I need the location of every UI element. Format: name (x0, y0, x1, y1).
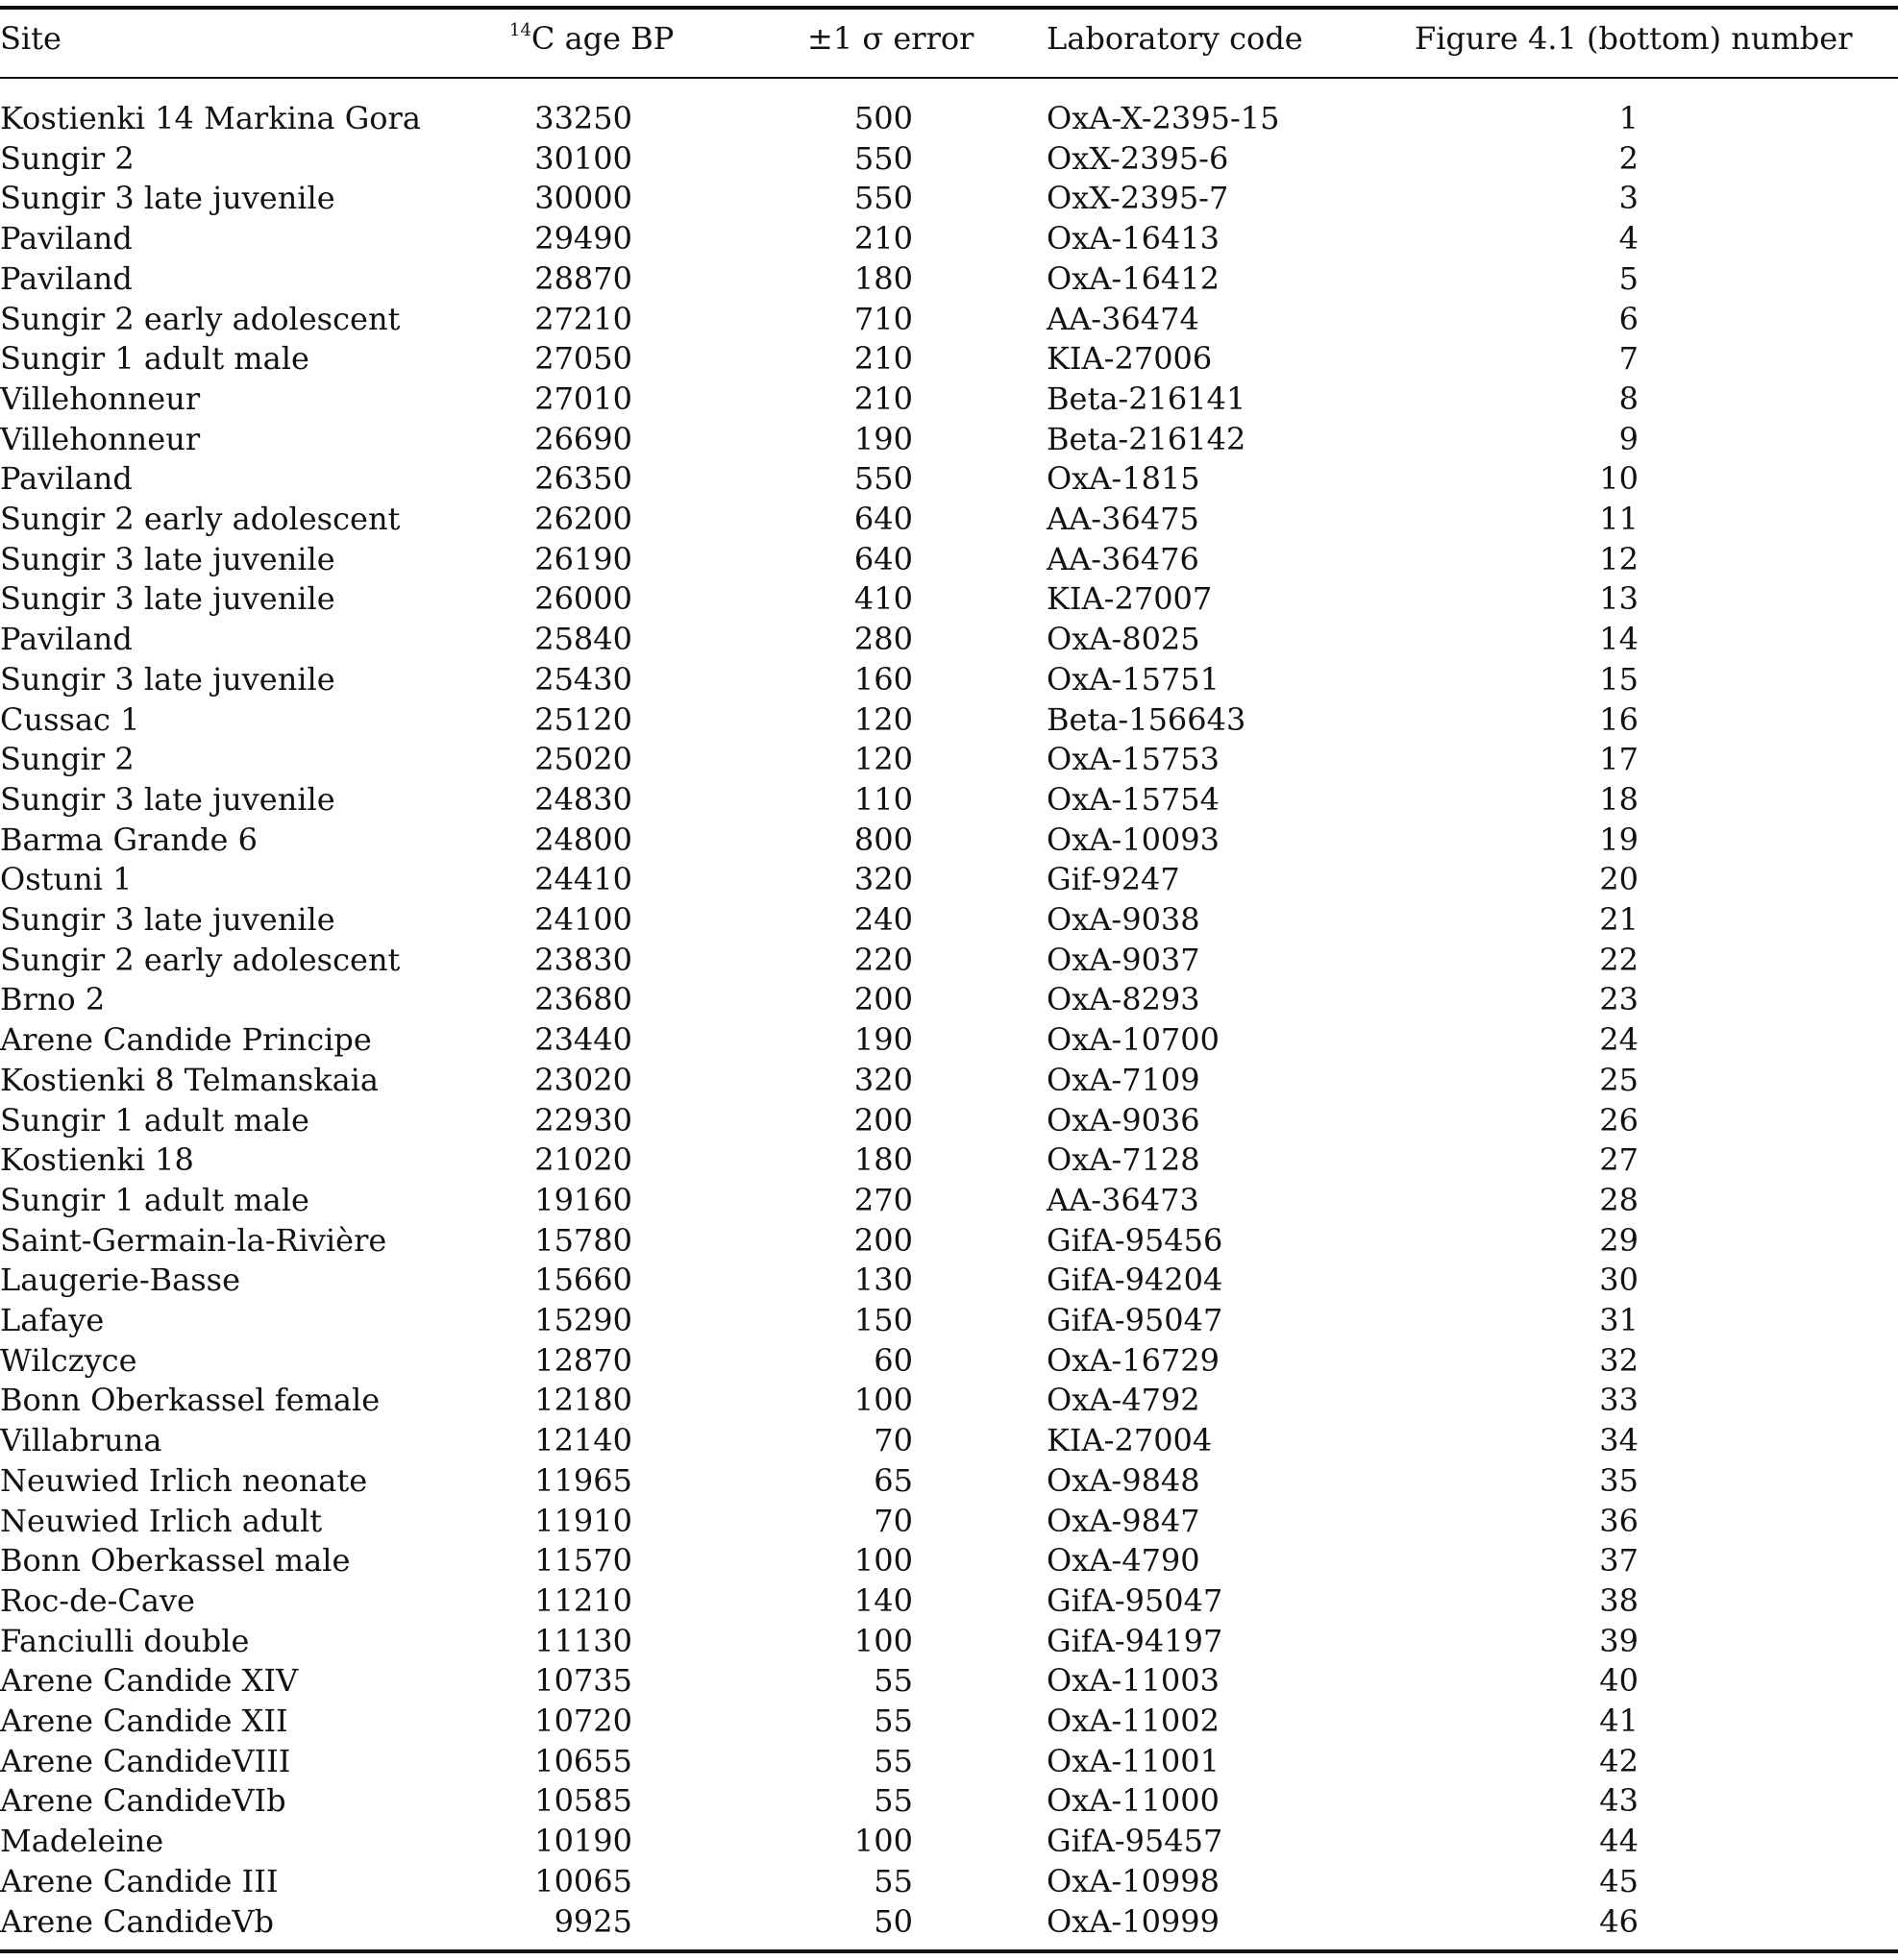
row-site: Paviland (0, 621, 133, 658)
row-lab-code: OxA-11002 (1047, 1703, 1220, 1739)
row-lab-code: OxA-4792 (1047, 1382, 1200, 1419)
row-figure-number: 16 (1599, 700, 1639, 738)
row-error: 60 (874, 1341, 913, 1379)
row-age: 27210 (534, 300, 632, 337)
row-error: 140 (853, 1581, 913, 1619)
row-figure-number: 33 (1599, 1382, 1639, 1419)
row-error: 200 (853, 1221, 913, 1259)
row-figure-number: 23 (1599, 981, 1639, 1018)
row-lab-code: OxA-16729 (1047, 1341, 1220, 1379)
table-row (0, 419, 1898, 459)
row-age: 10190 (534, 1823, 632, 1860)
row-error: 550 (853, 460, 913, 498)
row-figure-number: 7 (1618, 340, 1639, 378)
row-age: 26000 (534, 580, 632, 618)
row-site: Sungir 3 late juvenile (0, 780, 335, 818)
row-error: 410 (853, 580, 913, 618)
row-age: 22930 (534, 1101, 632, 1139)
row-figure-number: 1 (1618, 100, 1639, 136)
table-bottom-rule (0, 1949, 1898, 1953)
row-age: 23830 (534, 941, 632, 978)
table-row (0, 1060, 1898, 1100)
row-figure-number: 38 (1599, 1581, 1639, 1619)
row-error: 320 (853, 1061, 913, 1098)
row-site: Neuwied Irlich adult (0, 1502, 323, 1539)
table-row (0, 820, 1898, 860)
row-site: Ostuni 1 (0, 861, 133, 898)
table-row (0, 338, 1898, 379)
row-site: Sungir 3 late juvenile (0, 180, 335, 217)
header-figure-number: Figure 4.1 (bottom) number (1415, 20, 1853, 57)
row-error: 160 (853, 660, 913, 698)
row-figure-number: 36 (1599, 1502, 1639, 1539)
row-error: 640 (853, 501, 913, 537)
row-error: 110 (853, 780, 913, 818)
row-age: 24410 (534, 861, 632, 898)
row-lab-code: OxA-7109 (1047, 1061, 1200, 1098)
row-error: 55 (874, 1782, 913, 1820)
header-age-superscript: 14 (509, 20, 531, 40)
row-site: Sungir 2 (0, 139, 135, 177)
row-age: 11210 (534, 1581, 632, 1619)
row-error: 220 (853, 941, 913, 978)
row-age: 25840 (534, 621, 632, 658)
row-age: 11130 (534, 1622, 632, 1659)
row-error: 100 (853, 1823, 913, 1860)
table-row (0, 1901, 1898, 1942)
row-lab-code: Beta-216142 (1047, 420, 1246, 457)
row-site: Cussac 1 (0, 700, 140, 738)
row-error: 100 (853, 1382, 913, 1419)
row-lab-code: OxA-10093 (1047, 821, 1220, 858)
row-lab-code: OxA-10999 (1047, 1902, 1220, 1940)
row-site: Villehonneur (0, 420, 201, 457)
row-lab-code: KIA-27007 (1047, 580, 1213, 618)
row-lab-code: OxA-9038 (1047, 901, 1200, 938)
row-error: 280 (853, 621, 913, 658)
row-site: Bonn Oberkassel female (0, 1382, 381, 1419)
row-lab-code: GifA-94204 (1047, 1262, 1223, 1299)
row-age: 26690 (534, 420, 632, 457)
row-lab-code: Beta-156643 (1047, 700, 1246, 738)
row-error: 120 (853, 741, 913, 778)
row-lab-code: Gif-9247 (1047, 861, 1180, 898)
row-lab-code: OxA-X-2395-15 (1047, 100, 1280, 136)
table-row (0, 1540, 1898, 1580)
row-site: Bonn Oberkassel male (0, 1542, 351, 1580)
row-error: 500 (853, 100, 913, 136)
row-lab-code: OxA-8025 (1047, 621, 1200, 658)
table-row (0, 979, 1898, 1019)
row-figure-number: 41 (1599, 1703, 1639, 1739)
table-row (0, 1300, 1898, 1340)
row-lab-code: OxA-16412 (1047, 259, 1220, 297)
row-site: Paviland (0, 220, 133, 257)
row-figure-number: 26 (1599, 1101, 1639, 1139)
table-row (0, 138, 1898, 179)
row-figure-number: 44 (1599, 1823, 1639, 1860)
row-site: Madeleine (0, 1823, 164, 1860)
table-row (0, 299, 1898, 339)
row-lab-code: OxA-15751 (1047, 660, 1220, 698)
row-lab-code: OxA-7128 (1047, 1141, 1200, 1179)
row-error: 100 (853, 1542, 913, 1580)
row-age: 26190 (534, 540, 632, 577)
row-site: Villehonneur (0, 380, 201, 417)
row-age: 10720 (534, 1703, 632, 1739)
row-figure-number: 19 (1599, 821, 1639, 858)
row-error: 240 (853, 901, 913, 938)
table-row (0, 779, 1898, 820)
row-lab-code: OxA-4790 (1047, 1542, 1200, 1580)
row-figure-number: 40 (1599, 1662, 1639, 1700)
table-row (0, 499, 1898, 539)
row-age: 25430 (534, 660, 632, 698)
row-age: 10585 (534, 1782, 632, 1820)
row-lab-code: OxA-11003 (1047, 1662, 1220, 1700)
row-figure-number: 29 (1599, 1221, 1639, 1259)
table-row (0, 1139, 1898, 1180)
row-lab-code: OxA-9847 (1047, 1502, 1200, 1539)
row-site: Neuwied Irlich neonate (0, 1461, 368, 1499)
header-lab-code: Laboratory code (1047, 20, 1303, 57)
row-site: Sungir 3 late juvenile (0, 580, 335, 618)
row-site: Sungir 3 late juvenile (0, 660, 335, 698)
row-lab-code: OxA-11001 (1047, 1742, 1220, 1779)
table-row (0, 1741, 1898, 1781)
row-age: 23440 (534, 1021, 632, 1059)
row-figure-number: 9 (1618, 420, 1639, 457)
row-age: 15290 (534, 1302, 632, 1338)
row-site: Barma Grande 6 (0, 821, 258, 858)
row-figure-number: 42 (1599, 1742, 1639, 1779)
row-age: 24830 (534, 780, 632, 818)
row-lab-code: OxA-10998 (1047, 1862, 1220, 1899)
table-row (0, 258, 1898, 299)
row-site: Arene Candide XII (0, 1703, 288, 1739)
row-figure-number: 13 (1599, 580, 1639, 618)
row-figure-number: 22 (1599, 941, 1639, 978)
row-error: 200 (853, 1101, 913, 1139)
row-lab-code: OxA-9037 (1047, 941, 1200, 978)
table-row (0, 1660, 1898, 1701)
table-row (0, 940, 1898, 980)
row-age: 27010 (534, 380, 632, 417)
row-age: 15780 (534, 1221, 632, 1259)
row-figure-number: 11 (1599, 501, 1639, 537)
row-age: 30100 (534, 139, 632, 177)
table-row (0, 1260, 1898, 1300)
row-age: 21020 (534, 1141, 632, 1179)
table-row (0, 699, 1898, 740)
row-site: Sungir 2 early adolescent (0, 501, 401, 537)
row-lab-code: OxA-15754 (1047, 780, 1220, 818)
row-figure-number: 20 (1599, 861, 1639, 898)
row-error: 800 (853, 821, 913, 858)
row-figure-number: 35 (1599, 1461, 1639, 1499)
row-age: 33250 (534, 100, 632, 136)
row-error: 640 (853, 540, 913, 577)
row-lab-code: GifA-95457 (1047, 1823, 1223, 1860)
row-age: 23020 (534, 1061, 632, 1098)
table-row (0, 458, 1898, 499)
row-age: 23680 (534, 981, 632, 1018)
row-error: 190 (853, 420, 913, 457)
row-error: 65 (874, 1461, 913, 1499)
row-lab-code: OxA-10700 (1047, 1021, 1220, 1059)
row-error: 150 (853, 1302, 913, 1338)
row-age: 19160 (534, 1181, 632, 1218)
row-lab-code: OxA-9848 (1047, 1461, 1200, 1499)
row-lab-code: OxX-2395-6 (1047, 139, 1229, 177)
table-row (0, 1580, 1898, 1621)
row-site: Laugerie-Basse (0, 1262, 241, 1299)
row-age: 10065 (534, 1862, 632, 1899)
row-site: Sungir 3 late juvenile (0, 540, 335, 577)
row-figure-number: 39 (1599, 1622, 1639, 1659)
row-figure-number: 3 (1618, 180, 1639, 217)
row-figure-number: 45 (1599, 1862, 1639, 1899)
row-site: Sungir 1 adult male (0, 1101, 309, 1139)
row-figure-number: 21 (1599, 901, 1639, 938)
row-figure-number: 43 (1599, 1782, 1639, 1820)
table-row (0, 1621, 1898, 1661)
row-age: 12870 (534, 1341, 632, 1379)
table-row (0, 659, 1898, 699)
row-site: Paviland (0, 259, 133, 297)
row-site: Wilczyce (0, 1341, 137, 1379)
row-site: Brno 2 (0, 981, 106, 1018)
row-site: Kostienki 18 (0, 1141, 194, 1179)
row-error: 210 (853, 340, 913, 378)
row-site: Roc-de-Cave (0, 1581, 195, 1619)
table-row (0, 1380, 1898, 1420)
row-figure-number: 32 (1599, 1341, 1639, 1379)
row-site: Kostienki 14 Markina Gora (0, 100, 421, 136)
row-error: 120 (853, 700, 913, 738)
row-age: 10655 (534, 1742, 632, 1779)
row-age: 25020 (534, 741, 632, 778)
row-lab-code: OxA-1815 (1047, 460, 1200, 498)
table-row (0, 1220, 1898, 1261)
row-error: 550 (853, 139, 913, 177)
row-figure-number: 46 (1599, 1902, 1639, 1940)
row-figure-number: 8 (1618, 380, 1639, 417)
row-figure-number: 27 (1599, 1141, 1639, 1179)
row-site: Sungir 2 (0, 741, 135, 778)
row-error: 50 (874, 1902, 913, 1940)
row-figure-number: 25 (1599, 1061, 1639, 1098)
row-figure-number: 10 (1599, 460, 1639, 498)
row-site: Arene CandideVb (0, 1902, 274, 1940)
row-error: 200 (853, 981, 913, 1018)
row-age: 26200 (534, 501, 632, 537)
table-row (0, 1340, 1898, 1381)
row-figure-number: 4 (1618, 220, 1639, 257)
row-age: 15660 (534, 1262, 632, 1299)
table-row (0, 539, 1898, 579)
row-age: 29490 (534, 220, 632, 257)
row-lab-code: OxA-8293 (1047, 981, 1200, 1018)
row-error: 130 (853, 1262, 913, 1299)
row-lab-code: GifA-95047 (1047, 1581, 1223, 1619)
row-figure-number: 2 (1618, 139, 1639, 177)
row-site: Saint-Germain-la-Rivière (0, 1221, 387, 1259)
row-age: 11965 (534, 1461, 632, 1499)
row-age: 12140 (534, 1422, 632, 1459)
table-row (0, 1460, 1898, 1501)
row-lab-code: Beta-216141 (1047, 380, 1246, 417)
row-site: Sungir 3 late juvenile (0, 901, 335, 938)
row-figure-number: 34 (1599, 1422, 1639, 1459)
row-error: 55 (874, 1703, 913, 1739)
row-site: Fanciulli double (0, 1622, 250, 1659)
row-age: 11570 (534, 1542, 632, 1580)
table-row (0, 1861, 1898, 1901)
row-error: 70 (874, 1422, 913, 1459)
table-row (0, 619, 1898, 659)
row-figure-number: 12 (1599, 540, 1639, 577)
row-error: 55 (874, 1862, 913, 1899)
table-row (0, 1420, 1898, 1460)
row-error: 180 (853, 1141, 913, 1179)
table-row (0, 178, 1898, 218)
table-row (0, 739, 1898, 779)
row-site: Arene Candide XIV (0, 1662, 299, 1700)
table-row (0, 899, 1898, 940)
row-site: Lafaye (0, 1302, 105, 1338)
row-lab-code: KIA-27004 (1047, 1422, 1213, 1459)
row-lab-code: OxA-16413 (1047, 220, 1220, 257)
row-lab-code: OxA-11000 (1047, 1782, 1220, 1820)
row-site: Sungir 2 early adolescent (0, 941, 401, 978)
row-figure-number: 5 (1618, 259, 1639, 297)
row-age: 12180 (534, 1382, 632, 1419)
row-figure-number: 24 (1599, 1021, 1639, 1059)
row-site: Villabruna (0, 1422, 162, 1459)
row-error: 550 (853, 180, 913, 217)
row-lab-code: OxX-2395-7 (1047, 180, 1229, 217)
row-figure-number: 15 (1599, 660, 1639, 698)
row-site: Arene Candide Principe (0, 1021, 372, 1059)
row-age: 26350 (534, 460, 632, 498)
row-site: Arene Candide III (0, 1862, 279, 1899)
row-age: 30000 (534, 180, 632, 217)
row-error: 55 (874, 1742, 913, 1779)
row-site: Kostienki 8 Telmanskaia (0, 1061, 379, 1098)
row-lab-code: GifA-95047 (1047, 1302, 1223, 1338)
row-error: 270 (853, 1181, 913, 1218)
row-figure-number: 18 (1599, 780, 1639, 818)
row-error: 210 (853, 380, 913, 417)
row-age: 24800 (534, 821, 632, 858)
row-error: 190 (853, 1021, 913, 1059)
row-lab-code: GifA-95456 (1047, 1221, 1223, 1259)
row-figure-number: 37 (1599, 1542, 1639, 1580)
table-row (0, 578, 1898, 619)
row-figure-number: 30 (1599, 1262, 1639, 1299)
row-figure-number: 31 (1599, 1302, 1639, 1338)
row-age: 28870 (534, 259, 632, 297)
table-row (0, 859, 1898, 899)
table-row (0, 1501, 1898, 1541)
table-row (0, 1180, 1898, 1220)
row-lab-code: AA-36475 (1047, 501, 1199, 537)
row-site: Arene CandideVIII (0, 1742, 291, 1779)
row-lab-code: AA-36476 (1047, 540, 1199, 577)
row-site: Sungir 2 early adolescent (0, 300, 401, 337)
row-lab-code: OxA-15753 (1047, 741, 1220, 778)
table-row (0, 98, 1898, 138)
row-figure-number: 6 (1618, 300, 1639, 337)
row-error: 70 (874, 1502, 913, 1539)
row-figure-number: 17 (1599, 741, 1639, 778)
row-figure-number: 14 (1599, 621, 1639, 658)
table-row (0, 1100, 1898, 1140)
row-lab-code: KIA-27006 (1047, 340, 1213, 378)
row-lab-code: AA-36474 (1047, 300, 1199, 337)
row-age: 24100 (534, 901, 632, 938)
row-figure-number: 28 (1599, 1181, 1639, 1218)
row-error: 210 (853, 220, 913, 257)
row-lab-code: OxA-9036 (1047, 1101, 1200, 1139)
row-error: 100 (853, 1622, 913, 1659)
table-row (0, 218, 1898, 258)
table-row (0, 1780, 1898, 1821)
row-lab-code: GifA-94197 (1047, 1622, 1223, 1659)
row-site: Paviland (0, 460, 133, 498)
row-site: Sungir 1 adult male (0, 340, 309, 378)
row-error: 180 (853, 259, 913, 297)
row-error: 55 (874, 1662, 913, 1700)
header-age-label: C age BP (530, 20, 675, 57)
row-error: 710 (853, 300, 913, 337)
row-age: 11910 (534, 1502, 632, 1539)
table-row (0, 379, 1898, 419)
row-age: 27050 (534, 340, 632, 378)
table-row (0, 1019, 1898, 1060)
row-age: 9925 (554, 1902, 632, 1940)
row-site: Arene CandideVIb (0, 1782, 286, 1820)
table-row (0, 1821, 1898, 1861)
row-age: 25120 (534, 700, 632, 738)
row-lab-code: AA-36473 (1047, 1181, 1199, 1218)
header-error: ±1 σ error (807, 20, 974, 57)
table-row (0, 1701, 1898, 1741)
row-site: Sungir 1 adult male (0, 1181, 309, 1218)
header-site: Site (0, 20, 62, 57)
row-age: 10735 (534, 1662, 632, 1700)
row-error: 320 (853, 861, 913, 898)
